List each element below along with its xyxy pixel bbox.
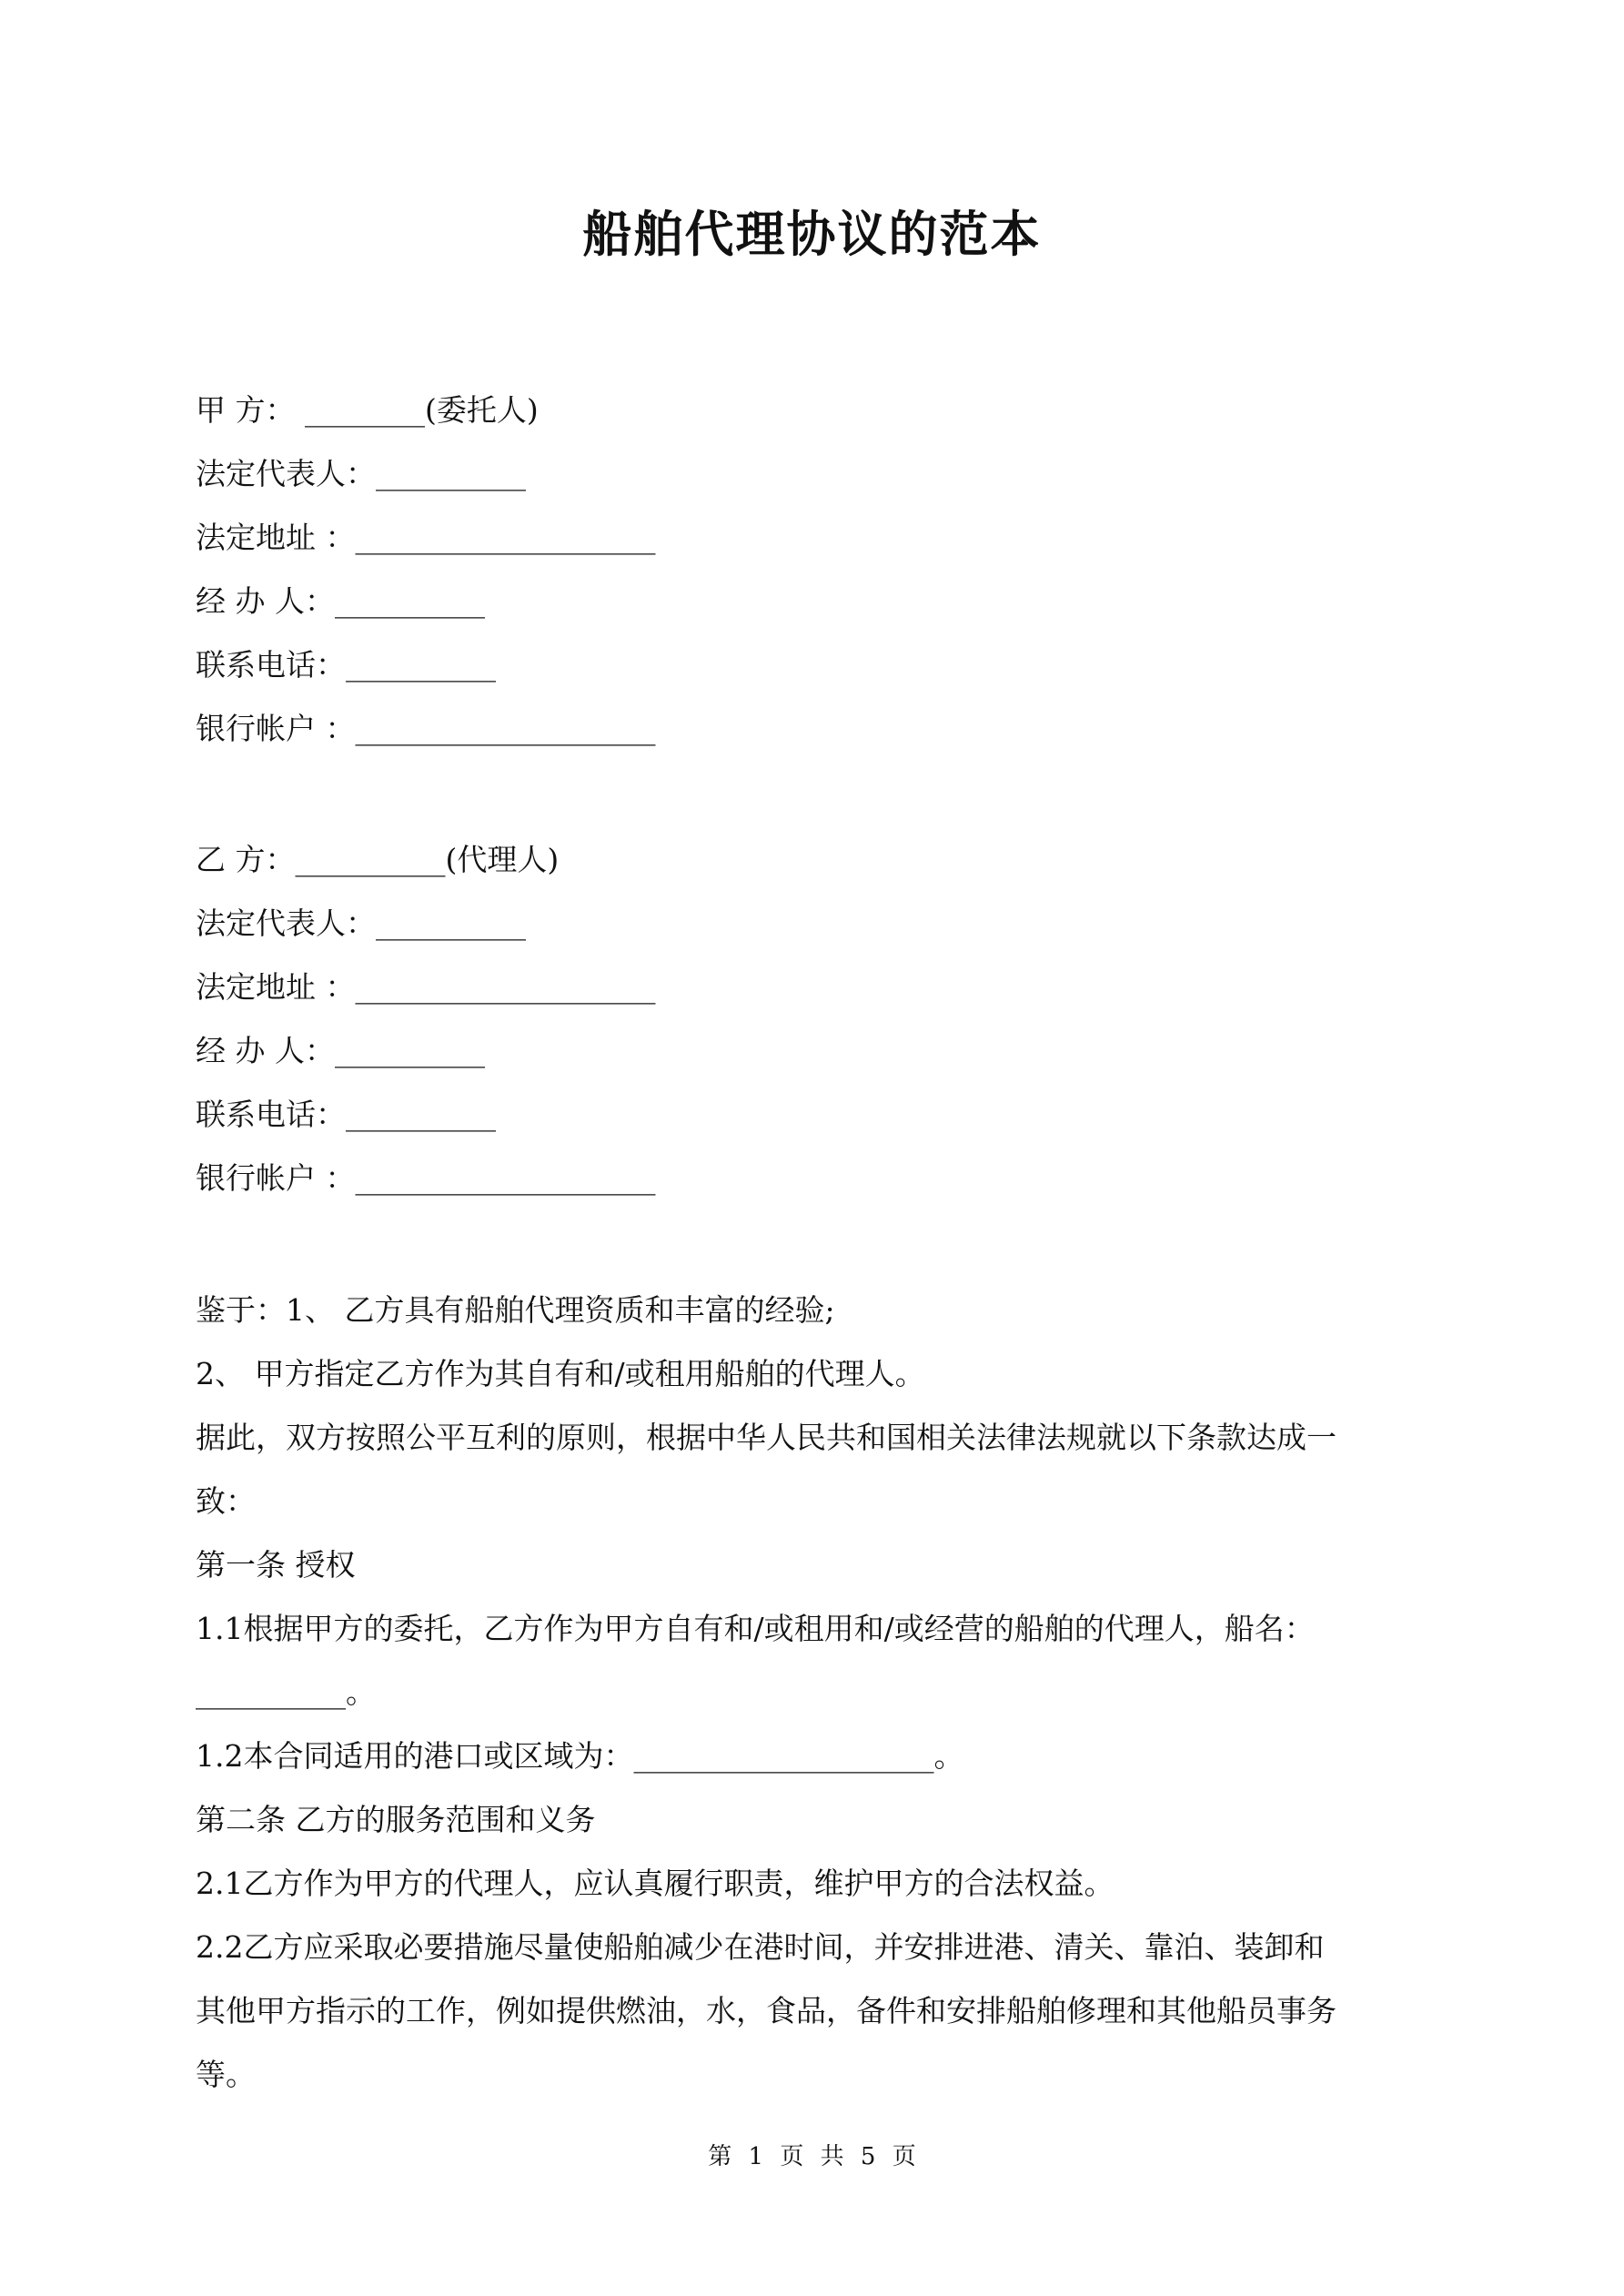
article-2-heading: 第二条 乙方的服务范围和义务 xyxy=(196,1802,596,1837)
party-b-name: 乙 方：__________(代理人) xyxy=(196,842,560,877)
clause-2-2: 2.2乙方应采取必要措施尽量使船舶减少在港时间，并安排进港、清关、靠泊、装卸和 xyxy=(196,1929,1325,1965)
party-b-address: 法定地址 ：____________________ xyxy=(196,969,656,1005)
article-1-heading: 第一条 授权 xyxy=(196,1547,356,1583)
clause-1-2: 1.2本合同适用的港口或区域为：____________________。 xyxy=(196,1738,964,1774)
document-title: 船舶代理协议的范本 xyxy=(582,205,1042,263)
party-a-address: 法定地址 ：____________________ xyxy=(196,520,656,555)
party-a-bank-account: 银行帐户 ：____________________ xyxy=(196,711,656,746)
party-b-phone: 联系电话：__________ xyxy=(196,1097,496,1132)
agreement-intro: 据此，双方按照公平互利的原则，根据中华人民共和国相关法律法规就以下条款达成一 xyxy=(196,1420,1337,1455)
party-b-bank-account: 银行帐户 ：____________________ xyxy=(196,1160,656,1196)
recital-1: 鉴于：1、 乙方具有船舶代理资质和丰富的经验; xyxy=(196,1292,835,1328)
party-b-legal-rep: 法定代表人：__________ xyxy=(196,905,526,941)
party-b-handler: 经 办 人：__________ xyxy=(196,1033,485,1068)
page-footer: 第 1 页 共 5 页 xyxy=(708,2143,916,2170)
clause-2-2-cont: 其他甲方指示的工作，例如提供燃油，水，食品，备件和安排船舶修理和其他船员事务 xyxy=(196,1993,1337,2028)
agreement-intro-cont: 致： xyxy=(196,1483,256,1519)
party-a-name: 甲 方： ________(委托人) xyxy=(196,392,539,428)
clause-2-2-end: 等。 xyxy=(196,2057,256,2092)
clause-2-1: 2.1乙方作为甲方的代理人，应认真履行职责，维护甲方的合法权益。 xyxy=(196,1866,1115,1901)
clause-1-1: 1.1根据甲方的委托，乙方作为甲方自有和/或租用和/或经营的船舶的代理人，船名： xyxy=(196,1611,1315,1646)
clause-1-1-cont: __________。 xyxy=(196,1674,376,1710)
party-a-handler: 经 办 人：__________ xyxy=(196,583,485,619)
recital-2: 2、 甲方指定乙方作为其自有和/或租用船舶的代理人。 xyxy=(196,1356,925,1391)
party-a-legal-rep: 法定代表人：__________ xyxy=(196,456,526,491)
party-a-phone: 联系电话：__________ xyxy=(196,647,496,683)
